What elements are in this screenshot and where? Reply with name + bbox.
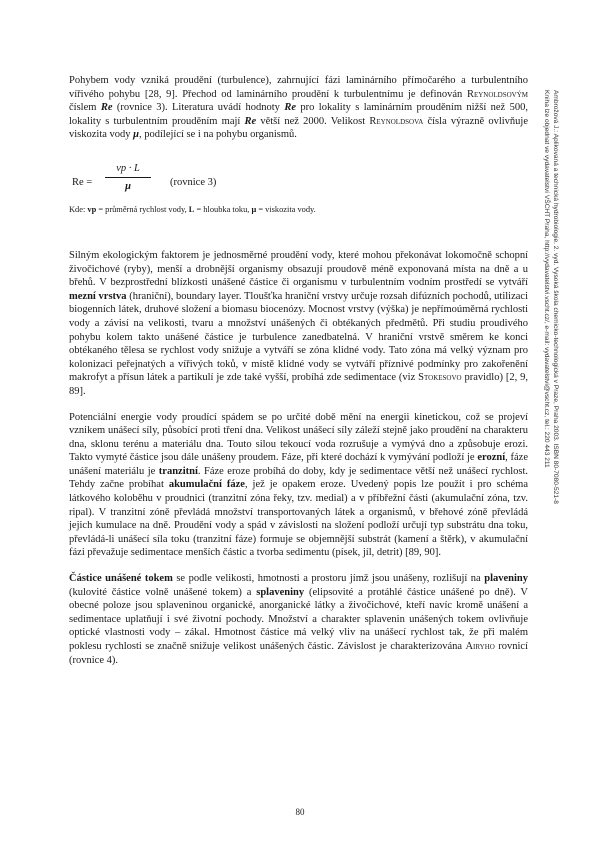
term-splaveniny: splaveniny xyxy=(256,586,305,598)
side-citation-line-1: Ambrožová J.: Aplikovaná a technická hydrobiologie. 2. vyd. Vysoká škola chemicko-technologická v Praze, Praha 2003. ISBN 80-7080-521-8 xyxy=(552,90,559,504)
term-akumulacni-faze: akumulační fáze xyxy=(168,479,245,491)
paragraph-particles: Částice unášené tokem se podle velikosti, hmotnosti a prostoru jímž jsou unášeny, rozlišují na plaveniny (kulovité částice volně unášené tokem) a splaveniny (elipsovité a protáhlé částice unášené po dně). V obecné poloze jsou splaveninou organické, anorganické látky a živočichové, kteří navíc kromě unášení a sedimentace uplatňují i své životní pochody. Množství a charakter splavenin unášených tokem ovlivňuje optické vlastnosti vody – zákal. Hmotnost částice má velký vliv na unášecí rychlost tak, že při malém poklesu rychlosti se značně snižuje velikost unášených částic. Závislost je charakterizována Airyho rovnicí (rovnice 4). xyxy=(69,573,528,666)
equation-fraction xyxy=(105,162,151,194)
fraction-bar xyxy=(105,177,151,178)
side-citation-line-2: Kniha lze objednat ve vydavatelství VŠCHT Praha, http://vydavatelstvi.vscht.cz/, e-mail: vydavatelstvi@vscht.cz, tel.: 220 443 211 xyxy=(543,90,550,468)
equation-label: (rovnice 3) xyxy=(170,176,217,188)
equation-numerator: vp · L xyxy=(116,162,140,174)
term-erozni: erozní xyxy=(477,452,506,464)
name-reynolds: Reynoldsovým xyxy=(466,88,528,100)
term-plaveniny: plaveniny xyxy=(484,573,528,585)
term-tranzitni: tranzitní xyxy=(158,465,198,477)
term-castice: Částice unášené tokem xyxy=(69,573,173,585)
term-mezni-vrstva: mezní vrstva xyxy=(69,290,127,302)
side-citation xyxy=(520,90,560,590)
equation-lhs: Re = xyxy=(72,176,93,188)
main-text-column xyxy=(69,74,528,667)
equation-3 xyxy=(69,162,528,204)
paragraph-erosion: Potenciální energie vody proudící spádem se po určité době mění na energii kinetickou, což se projeví vznikem unášecí síly, působící proti tření dna. Velikost unášecí síly záleží stejně jako proudění na charakteru dna, sklonu terénu a materiálu dna. Touto silou tekoucí voda rozrušuje a vymývá dno a způsobuje erozi. Takto vymyté částice jsou dále unášeny proudem. Fáze, při které dochází k vymývání podloží je erozní, fáze unášení materiálu je tranzitní. Fáze eroze probíhá do doby, kdy je sedimentace větší než unášecí rychlost. Tehdy začne probíhat akumulační fáze, jež je opakem eroze. Uvedený popis lze použít i pro schéma látkového koloběhu v proudnici (tranzitní zóna řeky, tzv. medial) a v příbřežní části (akumulační zóna, tzv. ripal). V tranzitní zóně převládá množství transportovaných látek a organismů, v břehové zóně převládá jejich kumulace na dně. Proudění vody a spád v závislosti na složení podloží určují typ substrátu dna toku, převládá-li unášecí síla toku (tranzitní fáze) formuje se objemnější substrát (kamení a štěrk), v akumulační fázi převažuje sedimentace menších částic a tvorba sedimentu (písek, jíl, detrit) [89, 90]. xyxy=(69,411,528,559)
equation-legend: Kde: vp = průměrná rychlost vody, L = hloubka toku, μ = viskozita vody. xyxy=(69,204,316,214)
equation-denominator: μ xyxy=(125,180,131,192)
page-number: 80 xyxy=(295,807,305,817)
paragraph-boundary-layer: Silným ekologickým faktorem je jednosměrné proudění vody, které mohou překonávat lokomočně schopní živočichové (ryby), menší a drobnější organismy obsazují proudově méně exponovaná místa na dně a u břehů. V bezprostřední blízkosti unášené částice či organismu v turbulentním vodním prostředí se vytváří mezní vrstva (hraniční), boundary layer. Tloušťka hraniční vrstvy určuje rozsah difúzních pochodů, utilizaci biogenních látek, druhové složení a biomasu biocenózy. Mocnost vrstvy (výška) je nepřímoúměrná rychlosti vody a závisí na velikosti, tvaru a množství unášených či obtékaných předmětů. Při studiu proudivého pohybu kolem takto unášené částice je turbulence zanedbatelná. V hraniční vrstvě směrem ke konci obtékaného tělesa se rychlost vody snižuje a vytváří se zóna klidné vody. Tato zóna má velký význam pro kolonizaci peřejnatých a vířivých toků, v místě klidné vody se vytváří příznivé podmínky pro zakořenění makrofyt a přísun látek a partikulí je zde také vyšší, probíhá zde sedimentace (viz Stokesovo pravidlo) [2, 9, 89]. xyxy=(69,249,528,397)
paragraph-reynolds: Pohybem vody vzniká proudění (turbulence), zahrnující fázi laminárního přímočarého a turbulentního vířivého pohybu [28, 9]. Přechod od laminárního proudění k turbulentnímu je definován Reynoldsovým číslem Re (rovnice 3). Literatura uvádí hodnoty Re pro lokality s laminárním prouděním nižší než 500, lokality s turbulentním prouděním mají Re větší než 2000. Velikost Reynoldsova čísla výrazně ovlivňuje viskozita vody μ, podílející se i na pohybu organismů. xyxy=(69,75,528,141)
